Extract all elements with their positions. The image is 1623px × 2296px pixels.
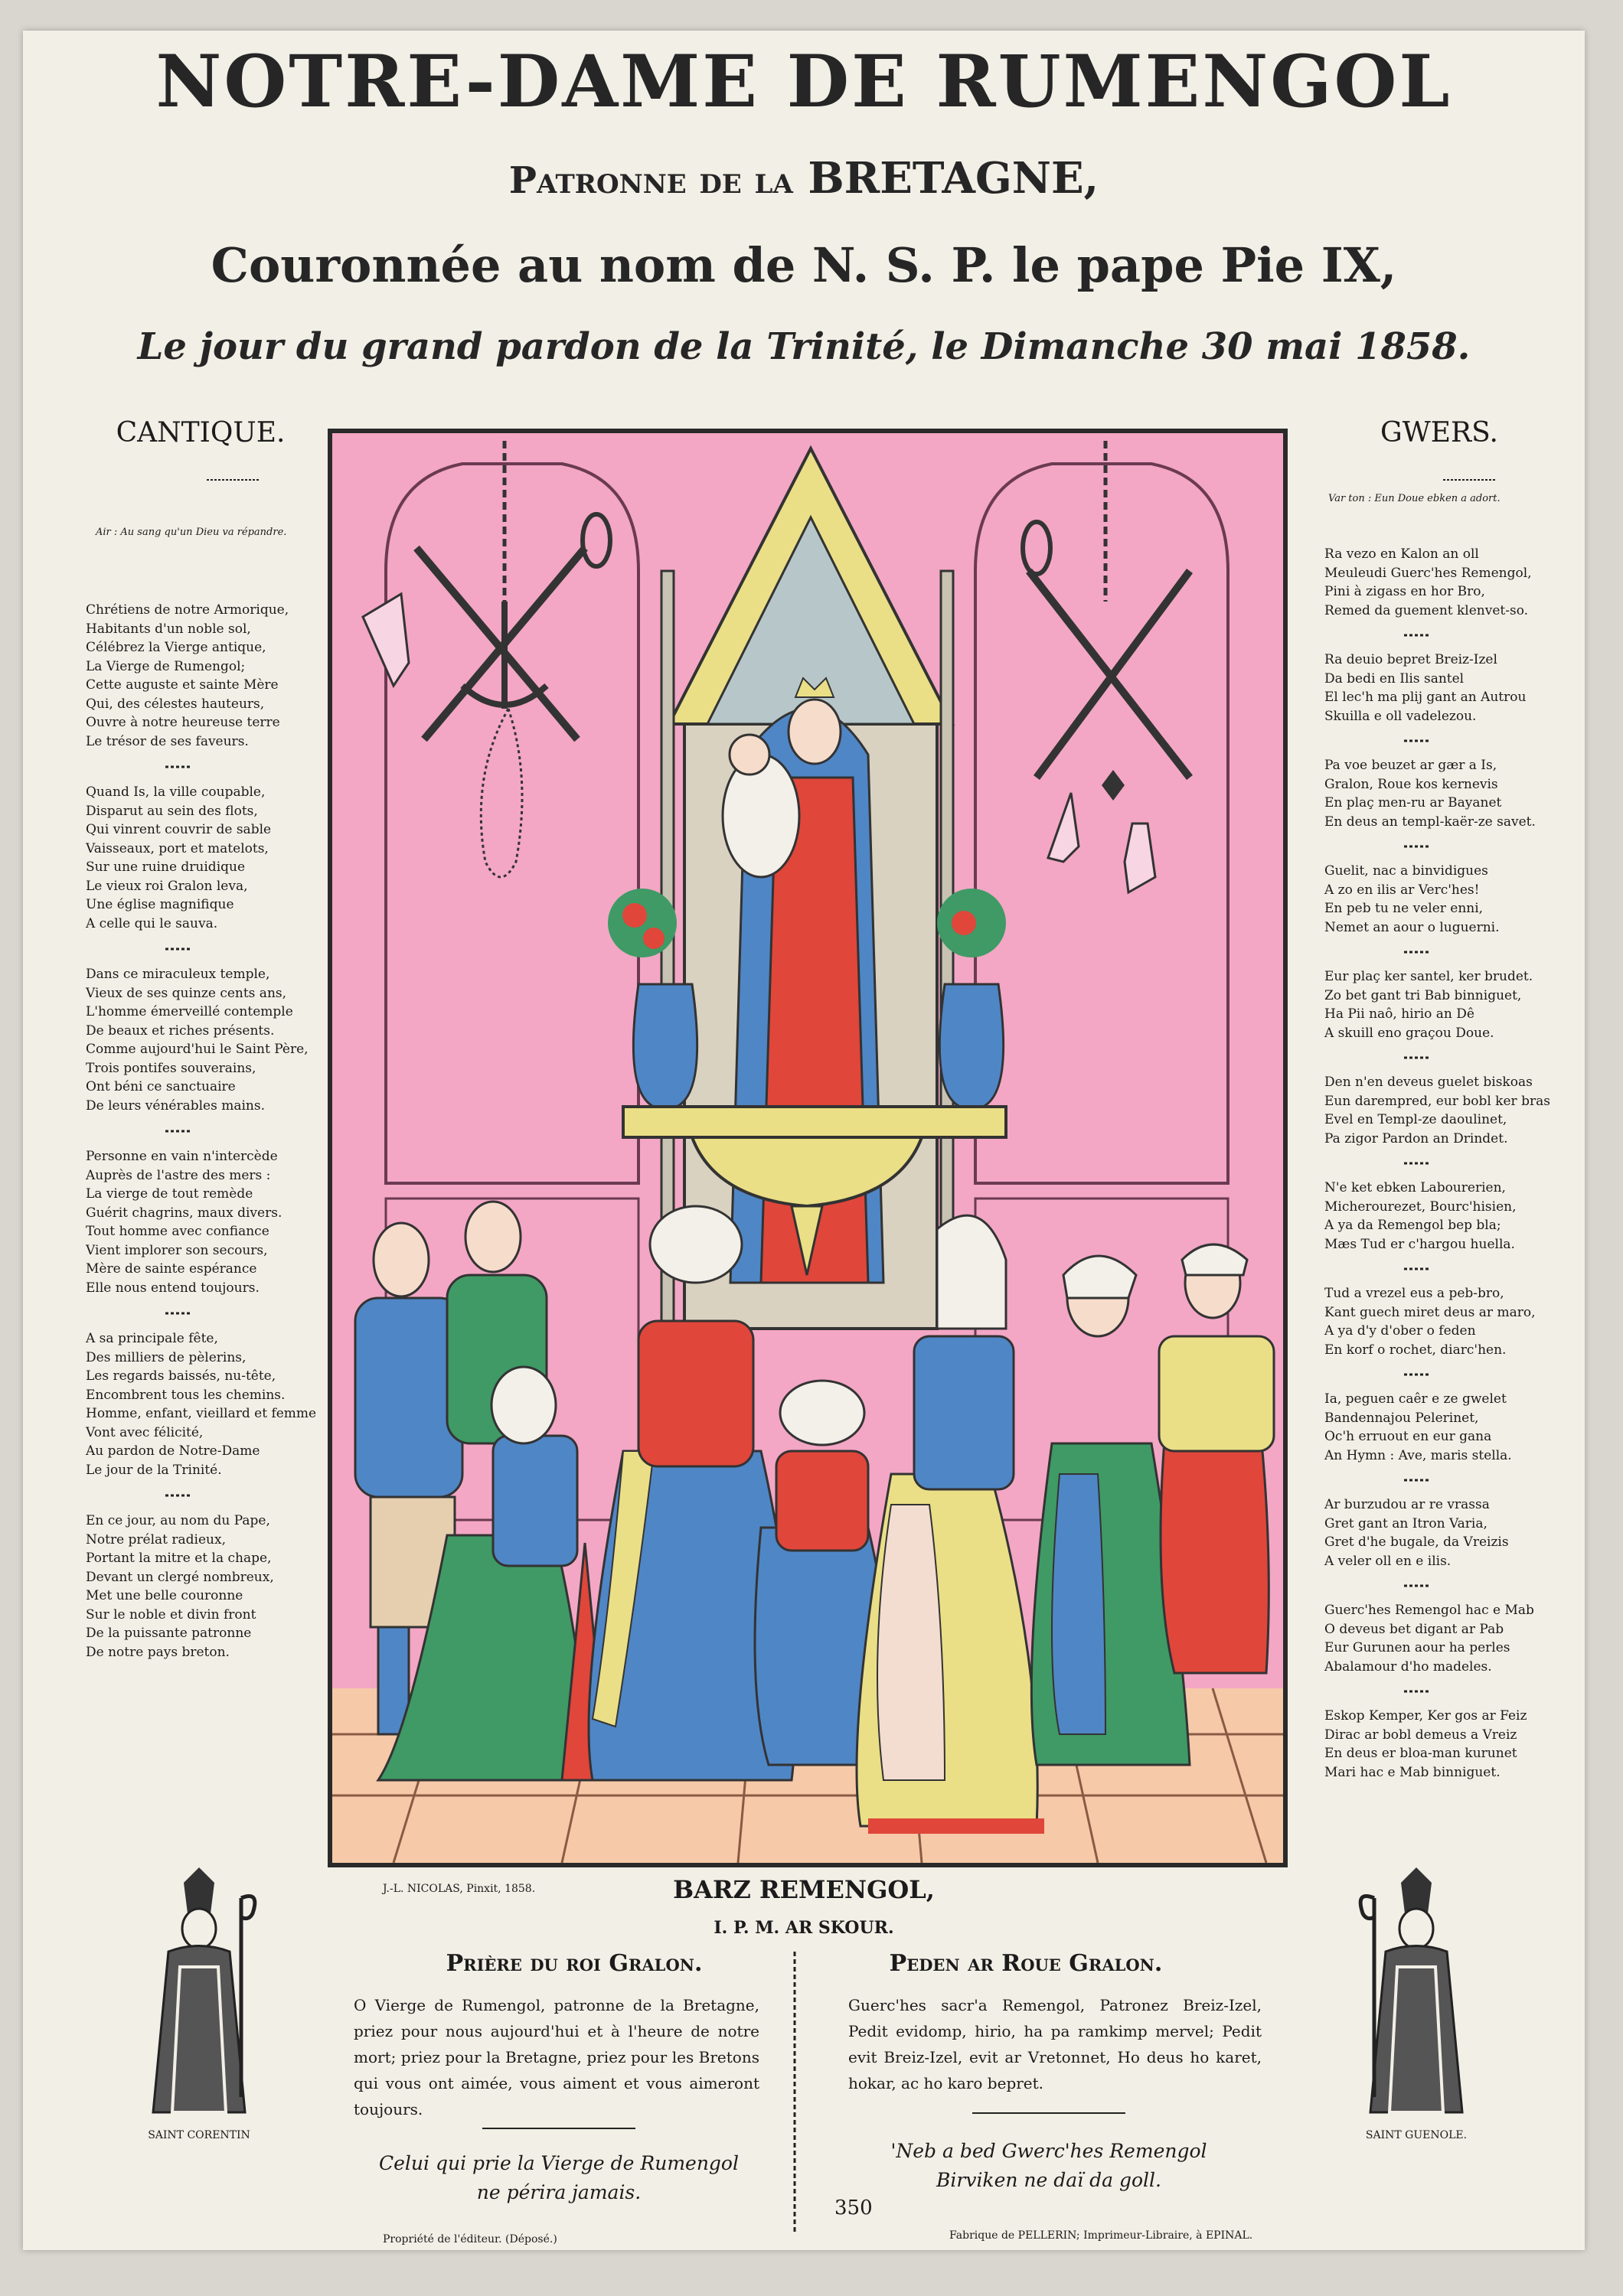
stanza — [86, 1147, 331, 1297]
motto-br-line2: Birviken ne daï da goll. — [936, 2169, 1161, 2191]
verse-line: Une église magnifique — [86, 897, 234, 912]
rose-icon — [643, 928, 665, 949]
stanza — [86, 965, 331, 1115]
verse-line: Qui, des célestes hauteurs, — [86, 696, 265, 712]
verse-line: Comme aujourd'hui le Saint Père, — [86, 1042, 309, 1057]
saint-guenole-caption: SAINT GUENOLE. — [1365, 2129, 1468, 2141]
subtitle-couronnee-b: N. S. P. le pape — [812, 237, 1221, 293]
cantique-tune: Air : Au sang qu'un Dieu va répandre. — [96, 527, 287, 538]
verse-line: Quand Is, la ville coupable, — [86, 784, 266, 800]
verse-line: A ya d'y d'ober o feden — [1324, 1323, 1476, 1339]
verse-line: Vieux de ses quinze cents ans, — [86, 985, 287, 1001]
verse-line: Mari hac e Mab binniguet. — [1324, 1764, 1501, 1780]
stanza-ornament — [1401, 831, 1432, 862]
verse-line: Tud a vrezel eus a peb-bro, — [1324, 1286, 1504, 1301]
verse-line: En deus er bloa-man kurunet — [1324, 1746, 1517, 1761]
verse-line: Ont béni ce sanctuaire — [86, 1079, 236, 1094]
verse-line: Gret d'he bugale, da Vreizis — [1324, 1534, 1509, 1550]
saint-guenole-figure — [1355, 1867, 1478, 2120]
verse-line: Pini à zigass en hor Bro, — [1324, 584, 1485, 599]
stanza-ornament — [1401, 1042, 1432, 1073]
stanza — [86, 1512, 331, 1662]
stanza-ornament — [1401, 620, 1432, 651]
sheet-number: 350 — [834, 2197, 873, 2219]
verse-line: Zo bet gant tri Bab binniguet, — [1324, 987, 1522, 1003]
verse-line: Le jour de la Trinité. — [86, 1462, 222, 1478]
verse-line: Sur le noble et divin front — [86, 1606, 256, 1623]
verse-line: Auprès de l'astre des mers : — [86, 1167, 271, 1183]
shrine-shelf — [623, 1107, 1006, 1137]
vase-left — [633, 984, 697, 1107]
gwers-stanzas — [1324, 545, 1569, 1782]
verse-line: Qui vinrent couvrir de sable — [86, 822, 272, 837]
verse-line: Gralon, Roue kos kernevis — [1324, 776, 1498, 792]
motto-br — [834, 2137, 1263, 2195]
divider-line — [972, 2111, 1125, 2115]
verse-line: Dans ce miraculeux temple, — [86, 967, 270, 982]
verse-line: Ra vezo en Kalon an oll — [1324, 546, 1479, 562]
cantique-heading: CANTIQUE. — [116, 417, 286, 448]
motto-fr-line1: Celui qui prie la Vierge de Rumengol — [379, 2152, 739, 2174]
verse-line: Pa zigor Pardon an Drindet. — [1324, 1130, 1508, 1146]
vase-right — [939, 984, 1003, 1107]
poster-sheet — [23, 31, 1585, 2250]
verse-line: Micherourezet, Bourc'hisien, — [1324, 1199, 1517, 1215]
verse-line: A sa principale fête, — [86, 1331, 218, 1346]
verse-line: Ar burzudou ar re vrassa — [1324, 1497, 1490, 1512]
stanza-ornament — [162, 1115, 193, 1147]
verse-line: Ra deuio bepret Breiz-Izel — [1324, 652, 1497, 667]
verse-line: De la puissante patronne — [86, 1626, 252, 1641]
verse-line: De beaux et riches présents. — [86, 1022, 275, 1039]
ornament-divider — [207, 477, 260, 483]
stanza-ornament — [1401, 1148, 1432, 1179]
verse-line: Vaisseaux, port et matelots, — [86, 840, 269, 856]
verse-line: Abalamour d'ho madeles. — [1324, 1658, 1492, 1675]
gwers-tune: Var ton : Eun Doue ebken a adort. — [1328, 493, 1501, 504]
verse-line: Eskop Kemper, Ker gos ar Feiz — [1324, 1708, 1527, 1724]
stanza — [1324, 967, 1569, 1042]
subtitle-patronne-prefix: Patronne de la — [508, 159, 793, 202]
stanza-ornament — [1401, 1359, 1432, 1390]
verse-line: Guérit chagrins, maux divers. — [86, 1205, 282, 1221]
verse-line: Notre prélat radieux, — [86, 1531, 226, 1548]
main-title: NOTRE-DAME DE RUMENGOL — [155, 40, 1452, 124]
verse-line: Habitants d'un noble sol, — [86, 621, 251, 637]
verse-line: Remed da guement klenvet-so. — [1324, 602, 1529, 618]
stanza-ornament — [1401, 1254, 1432, 1284]
stanza — [1324, 1179, 1569, 1254]
verse-line: Oc'h erruout en eur gana — [1324, 1429, 1492, 1444]
verse-line: Des milliers de pèlerins, — [86, 1349, 247, 1365]
stanza — [1324, 1390, 1569, 1465]
saint-corentin-caption: SAINT CORENTIN — [148, 2129, 250, 2141]
verse-line: Ouvre à notre heureuse terre — [86, 715, 280, 730]
verse-line: Den n'en deveus guelet biskoas — [1324, 1075, 1533, 1090]
stanza — [1324, 1495, 1569, 1570]
verse-line: En korf o rochet, diarc'hen. — [1324, 1342, 1507, 1358]
verse-line: Elle nous entend toujours. — [86, 1280, 260, 1296]
chapel-illustration — [328, 429, 1288, 1867]
verse-line: El lec'h ma plij gant an Autrou — [1324, 690, 1527, 705]
verse-line: Guerc'hes Remengol hac e Mab — [1324, 1603, 1534, 1618]
verse-line: Skuilla e oll vadelezou. — [1324, 708, 1477, 724]
barz-title: BARZ REMENGOL, — [673, 1875, 935, 1904]
verse-line: Au pardon de Notre-Dame — [86, 1443, 260, 1459]
virgin-face — [789, 700, 841, 764]
subtitle-patronne — [23, 153, 1585, 204]
verse-line: En peb tu ne veler enni, — [1324, 901, 1484, 916]
verse-line: A zo en ilis ar Verc'hes! — [1324, 882, 1480, 898]
verse-line: Met une belle couronne — [86, 1588, 243, 1603]
verse-line: Nemet an aour o luguerni. — [1324, 919, 1500, 935]
verse-line: Vient implorer son secours, — [86, 1242, 268, 1258]
prayer-br-title: Peden ar Roue Gralon. — [889, 1950, 1163, 1977]
stanza — [86, 783, 331, 933]
verse-line: Ha Pii naô, hirio an Dê — [1324, 1006, 1474, 1022]
verse-line: Evel en Templ-ze daoulinet, — [1324, 1112, 1507, 1127]
verse-line: A ya da Remengol bep bla; — [1324, 1218, 1501, 1233]
verse-line: Le trésor de ses faveurs. — [86, 733, 249, 749]
verse-line: En deus an templ-kaër-ze savet. — [1324, 814, 1536, 830]
stanza — [86, 1329, 331, 1479]
subtitle-couronnee-a: Couronnée au nom de — [211, 237, 812, 293]
verse-line: Devant un clergé nombreux, — [86, 1569, 274, 1585]
stanza — [1324, 651, 1569, 726]
verse-line: L'homme émerveillé contemple — [86, 1004, 293, 1019]
stanza — [1324, 1284, 1569, 1359]
verse-line: Eur Gurunen aour ha perles — [1324, 1640, 1510, 1655]
verse-line: Sur une ruine druidique — [86, 859, 246, 875]
saint-corentin-figure — [138, 1867, 260, 2120]
verse-line: Trois pontifes souverains, — [86, 1060, 256, 1076]
artist-credit: J.-L. NICOLAS, Pinxit, 1858. — [383, 1883, 536, 1895]
verse-line: Chrétiens de notre Armorique, — [86, 602, 289, 618]
verse-line: La vierge de tout remède — [86, 1186, 253, 1202]
rose-icon — [952, 911, 976, 935]
verse-line: Eur plaç ker santel, ker brudet. — [1324, 969, 1533, 984]
subtitle-date: Le jour du grand pardon de la Trinité, le Dimanche 30 mai 1858. — [137, 325, 1471, 368]
verse-line: Le vieux roi Gralon leva, — [86, 878, 248, 894]
verse-line: A skuill eno graçou Doue. — [1324, 1025, 1494, 1041]
prayer-fr-title: Prière du roi Gralon. — [446, 1950, 703, 1977]
stanza — [1324, 1707, 1569, 1782]
stanza-ornament — [162, 933, 193, 965]
verse-line: Vont avec félicité, — [86, 1424, 204, 1440]
gwers-heading: GWERS. — [1380, 417, 1498, 448]
verse-line: Da bedi en Ilis santel — [1324, 670, 1465, 687]
stanza — [1324, 1073, 1569, 1148]
stanza-ornament — [162, 1479, 193, 1512]
divider-line — [482, 2126, 635, 2131]
stanza — [86, 601, 331, 751]
subtitle-bretagne: BRETAGNE, — [808, 153, 1099, 204]
stanza-ornament — [162, 751, 193, 783]
verse-line: Kant guech miret deus ar maro, — [1324, 1304, 1536, 1320]
verse-line: Homme, enfant, vieillard et femme — [86, 1406, 317, 1421]
subtitle-couronnee — [23, 237, 1585, 293]
verse-line: Guelit, nac a binvidigues — [1324, 863, 1488, 879]
verse-line: Les regards baissés, nu-tête, — [86, 1368, 276, 1384]
verse-line: Meuleudi Guerc'hes Remengol, — [1324, 565, 1532, 581]
stanza — [1324, 545, 1569, 620]
motto-fr-line2: ne périra jamais. — [476, 2181, 642, 2203]
stanza-ornament — [1401, 937, 1432, 967]
verse-line: Mæs Tud er c'hargou huella. — [1324, 1236, 1515, 1252]
verse-line: Tout homme avec confiance — [86, 1224, 269, 1239]
verse-line: Pa voe beuzet ar gær a Is, — [1324, 758, 1497, 773]
verse-line: A celle qui le sauva. — [86, 915, 218, 931]
verse-line: Bandennajou Pelerinet, — [1324, 1410, 1479, 1426]
child-face — [730, 735, 769, 775]
stanza — [1324, 756, 1569, 831]
chapel-scene — [332, 433, 1283, 1863]
stanza-ornament — [1401, 1676, 1432, 1707]
stanza-ornament — [1401, 726, 1432, 756]
verse-line: Ia, peguen caêr e ze gwelet — [1324, 1391, 1507, 1407]
verse-line: Eun darempred, eur bobl ker bras — [1324, 1093, 1550, 1109]
motto-br-line1: 'Neb a bed Gwerc'hes Remengol — [890, 2140, 1207, 2162]
rose-icon — [622, 903, 647, 928]
ornament-divider — [1443, 477, 1497, 483]
publisher-left: Propriété de l'éditeur. (Déposé.) — [383, 2233, 557, 2245]
verse-line: De notre pays breton. — [86, 1644, 230, 1660]
stanza — [1324, 862, 1569, 937]
prayer-br-text: Guerc'hes sacr'a Remengol, Patronez Breiz-Izel, Pedit evidomp, hirio, ha pa ramkimp mervel; Pedit evit Breiz-Izel, evit ar Vretonnet, Ho deus ho karet, hokar, ac ho karo bepret. — [848, 1996, 1262, 2092]
prayer-fr-text: O Vierge de Rumengol, patronne de la Bretagne, priez pour nous aujourd'hui et à l'heure de notre mort; priez pour la Bretagne, priez pour les Bretons qui vous ont aimée, vous aiment et vous aimeront toujours. — [354, 1996, 759, 2118]
vertical-ornament — [789, 1952, 801, 2235]
verse-line: Dirac ar bobl demeus a Vreiz — [1324, 1727, 1517, 1743]
child-jesus — [723, 755, 799, 877]
verse-line: En plaç men-ru ar Bayanet — [1324, 795, 1502, 810]
verse-line: Célébrez la Vierge antique, — [86, 640, 266, 655]
stanza — [1324, 1601, 1569, 1676]
cantique-stanzas — [86, 601, 331, 1662]
verse-line: An Hymn : Ave, maris stella. — [1324, 1447, 1512, 1463]
motto-fr — [345, 2149, 773, 2207]
verse-line: Cette auguste et sainte Mère — [86, 677, 279, 693]
stanza-ornament — [1401, 1570, 1432, 1601]
stanza-ornament — [162, 1297, 193, 1329]
verse-line: De leurs vénérables mains. — [86, 1097, 266, 1114]
verse-line: Personne en vain n'intercède — [86, 1149, 278, 1164]
verse-line: En ce jour, au nom du Pape, — [86, 1513, 270, 1528]
verse-line: Disparut au sein des flots, — [86, 803, 258, 819]
verse-line: La Vierge de Rumengol; — [86, 658, 246, 674]
verse-line: Gret gant an Itron Varia, — [1324, 1515, 1487, 1531]
verse-line: Encombrent tous les chemins. — [86, 1387, 286, 1403]
barz-author: I. P. M. AR SKOUR. — [714, 1918, 894, 1938]
verse-line: Mère de sainte espérance — [86, 1261, 257, 1277]
subtitle-couronnee-c: Pie IX, — [1220, 237, 1397, 293]
verse-line: Portant la mitre et la chape, — [86, 1551, 272, 1566]
stanza-ornament — [1401, 1465, 1432, 1495]
verse-line: O deveus bet digant ar Pab — [1324, 1621, 1504, 1637]
verse-line: A veler oll en e ilis. — [1324, 1553, 1452, 1569]
verse-line: N'e ket ebken Labourerien, — [1324, 1180, 1506, 1195]
publisher-right: Fabrique de PELLERIN; Imprimeur-Libraire, à EPINAL. — [949, 2229, 1253, 2242]
